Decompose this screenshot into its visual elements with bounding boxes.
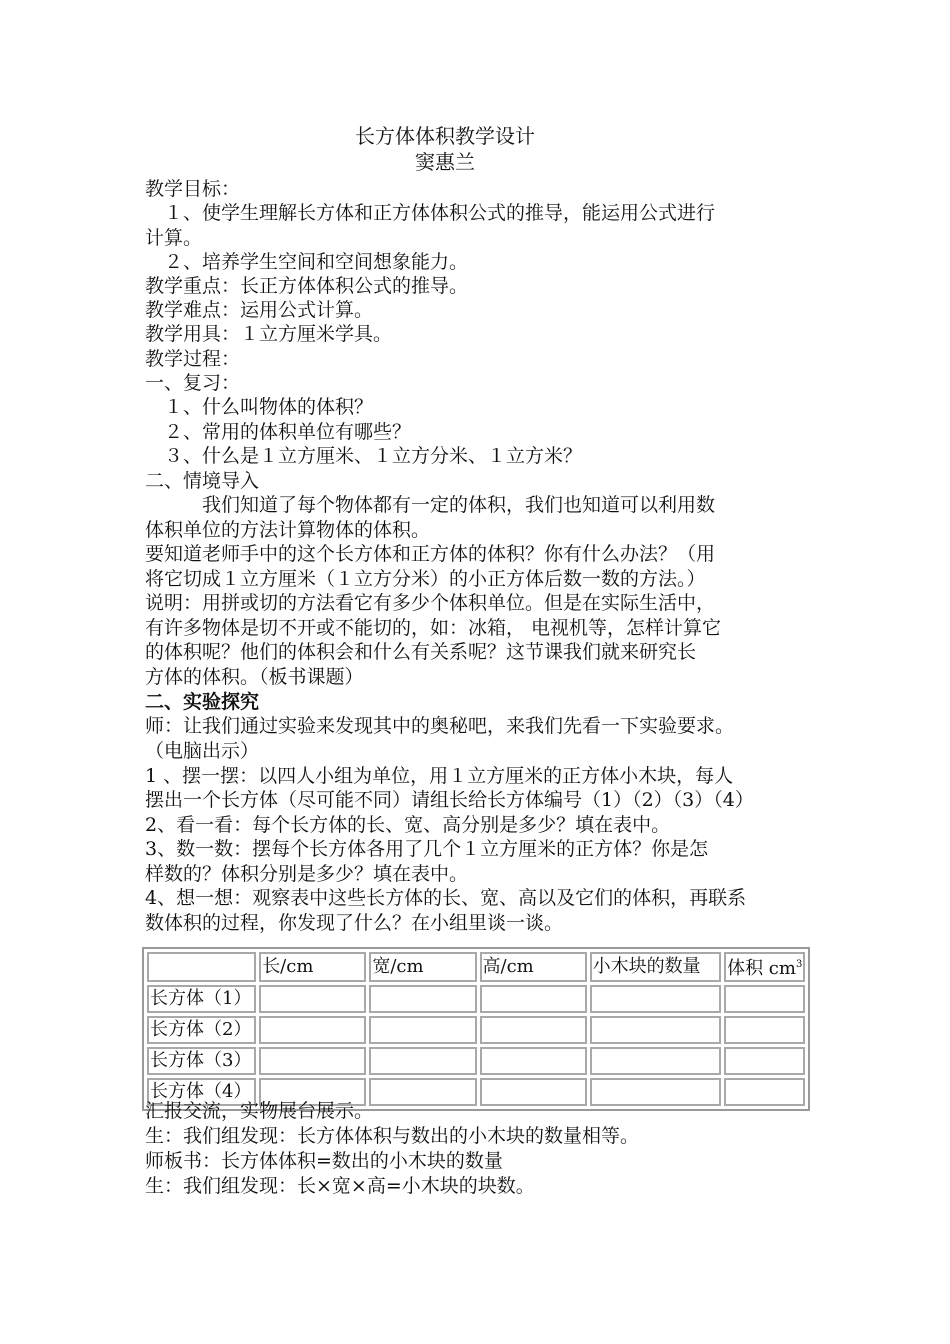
- text-line: 的体积呢？他们的体积会和什么有关系呢？这节课我们就来研究长: [145, 641, 697, 663]
- text-line: 教学过程：: [145, 348, 241, 370]
- text-line: （电脑出示）: [145, 740, 260, 762]
- table-row: [147, 985, 805, 1013]
- table-cell: [259, 985, 366, 1013]
- text-line: 生：我们组发现：长方体体积与数出的小木块的数量相等。: [145, 1125, 640, 1147]
- row-label: 长方体（4）: [147, 1078, 256, 1106]
- table-cell: [480, 1016, 587, 1044]
- text-line: 教学难点：运用公式计算。: [145, 299, 374, 321]
- text-line: １、使学生理解长方体和正方体体积公式的推导，能运用公式进行: [145, 202, 716, 224]
- volume-label: 体积 cm: [727, 958, 796, 979]
- table-cell: [590, 1047, 721, 1075]
- text-line: 4、想一想：观察表中这些长方体的长、宽、高以及它们的体积，再联系: [145, 887, 747, 909]
- table-cell: [480, 1047, 587, 1075]
- text-line: 摆出一个长方体（尽可能不同）请组长给长方体编号（1）（2）（3）（4）: [145, 789, 754, 811]
- text-line: 3、数一数：摆每个长方体各用了几个１立方厘米的正方体？你是怎: [145, 838, 709, 860]
- text-line: 师板书：长方体体积=数出的小木块的数量: [145, 1150, 503, 1172]
- text-line: 汇报交流，实物展台展示。: [145, 1100, 374, 1122]
- text-line: 有许多物体是切不开或不能切的，如：冰箱， 电视机等，怎样计算它: [145, 617, 722, 639]
- text-line: 教学目标：: [145, 178, 241, 200]
- table-header-cell: 小木块的数量: [590, 952, 721, 982]
- text-line: ２、常用的体积单位有哪些？: [145, 421, 412, 443]
- text-line: ２、培养学生空间和空间想象能力。: [145, 251, 469, 273]
- text-line: 方体的体积。（板书课题）: [145, 666, 364, 688]
- table-header-cell: [147, 952, 256, 982]
- table-cell: [259, 1016, 366, 1044]
- table-header-cell: 宽/cm: [369, 952, 476, 982]
- row-label: 长方体（2）: [147, 1016, 256, 1044]
- text-line: 教学用具：１立方厘米学具。: [145, 323, 393, 345]
- text-line: 师：让我们通过实验来发现其中的奥秘吧，来我们先看一下实验要求。: [145, 715, 735, 737]
- text-line: 说明：用拼或切的方法看它有多少个体积单位。但是在实际生活中，: [145, 592, 716, 614]
- section-heading: 一、复习：: [145, 372, 241, 394]
- table-cell: [369, 1047, 476, 1075]
- table-cell: [480, 985, 587, 1013]
- table-header-cell-volume: [724, 952, 805, 982]
- text-line: 我们知道了每个物体都有一定的体积，我们也知道可以利用数: [145, 494, 716, 516]
- text-line: 样数的？体积分别是多少？填在表中。: [145, 863, 469, 885]
- text-line: 体积单位的方法计算物体的体积。: [145, 519, 431, 541]
- text-line: １、什么叫物体的体积？: [145, 396, 374, 418]
- table-cell: [369, 1078, 476, 1106]
- table-cell: [259, 1047, 366, 1075]
- section-heading: 二、情境导入: [145, 470, 260, 492]
- text-line: 将它切成１立方厘米（１立方分米）的小正方体后数一数的方法。）: [145, 568, 706, 590]
- document-title: 长方体体积教学设计: [355, 124, 535, 148]
- table-row: [147, 1016, 805, 1044]
- table-cell: [590, 1016, 721, 1044]
- text-line: 要知道老师手中的这个长方体和正方体的体积？你有什么办法？（用: [145, 543, 716, 565]
- text-line: ３、什么是１立方厘米、１立方分米、１立方米？: [145, 445, 583, 467]
- table-cell: [480, 1078, 587, 1106]
- text-line: 计算。: [145, 227, 203, 249]
- unit-superscript: 3: [795, 959, 803, 970]
- table-cell: [369, 985, 476, 1013]
- table-row: [147, 1047, 805, 1075]
- table-cell: [590, 1078, 721, 1106]
- experiment-table: [142, 947, 810, 1111]
- table-cell: [369, 1016, 476, 1044]
- text-line: 数体积的过程，你发现了什么？在小组里谈一谈。: [145, 912, 564, 934]
- table-header-row: [147, 952, 805, 982]
- table-header-cell: 长/cm: [259, 952, 366, 982]
- table-cell: [724, 985, 805, 1013]
- text-line: 2、看一看：每个长方体的长、宽、高分别是多少？填在表中。: [145, 814, 671, 836]
- text-line: 1 、摆一摆：以四人小组为单位，用１立方厘米的正方体小木块，每人: [145, 765, 734, 787]
- section-heading: 二、实验探究: [145, 691, 260, 713]
- table-header-cell: 高/cm: [480, 952, 587, 982]
- text-line: 教学重点：长正方体体积公式的推导。: [145, 275, 469, 297]
- row-label: 长方体（3）: [147, 1047, 256, 1075]
- table-cell: [590, 985, 721, 1013]
- row-label: 长方体（1）: [147, 985, 256, 1013]
- table-cell: [724, 1078, 805, 1106]
- table-cell: [724, 1047, 805, 1075]
- document-author: 窦惠兰: [415, 150, 475, 174]
- table-cell: [724, 1016, 805, 1044]
- text-line: 生：我们组发现：长×宽×高=小木块的块数。: [145, 1175, 535, 1197]
